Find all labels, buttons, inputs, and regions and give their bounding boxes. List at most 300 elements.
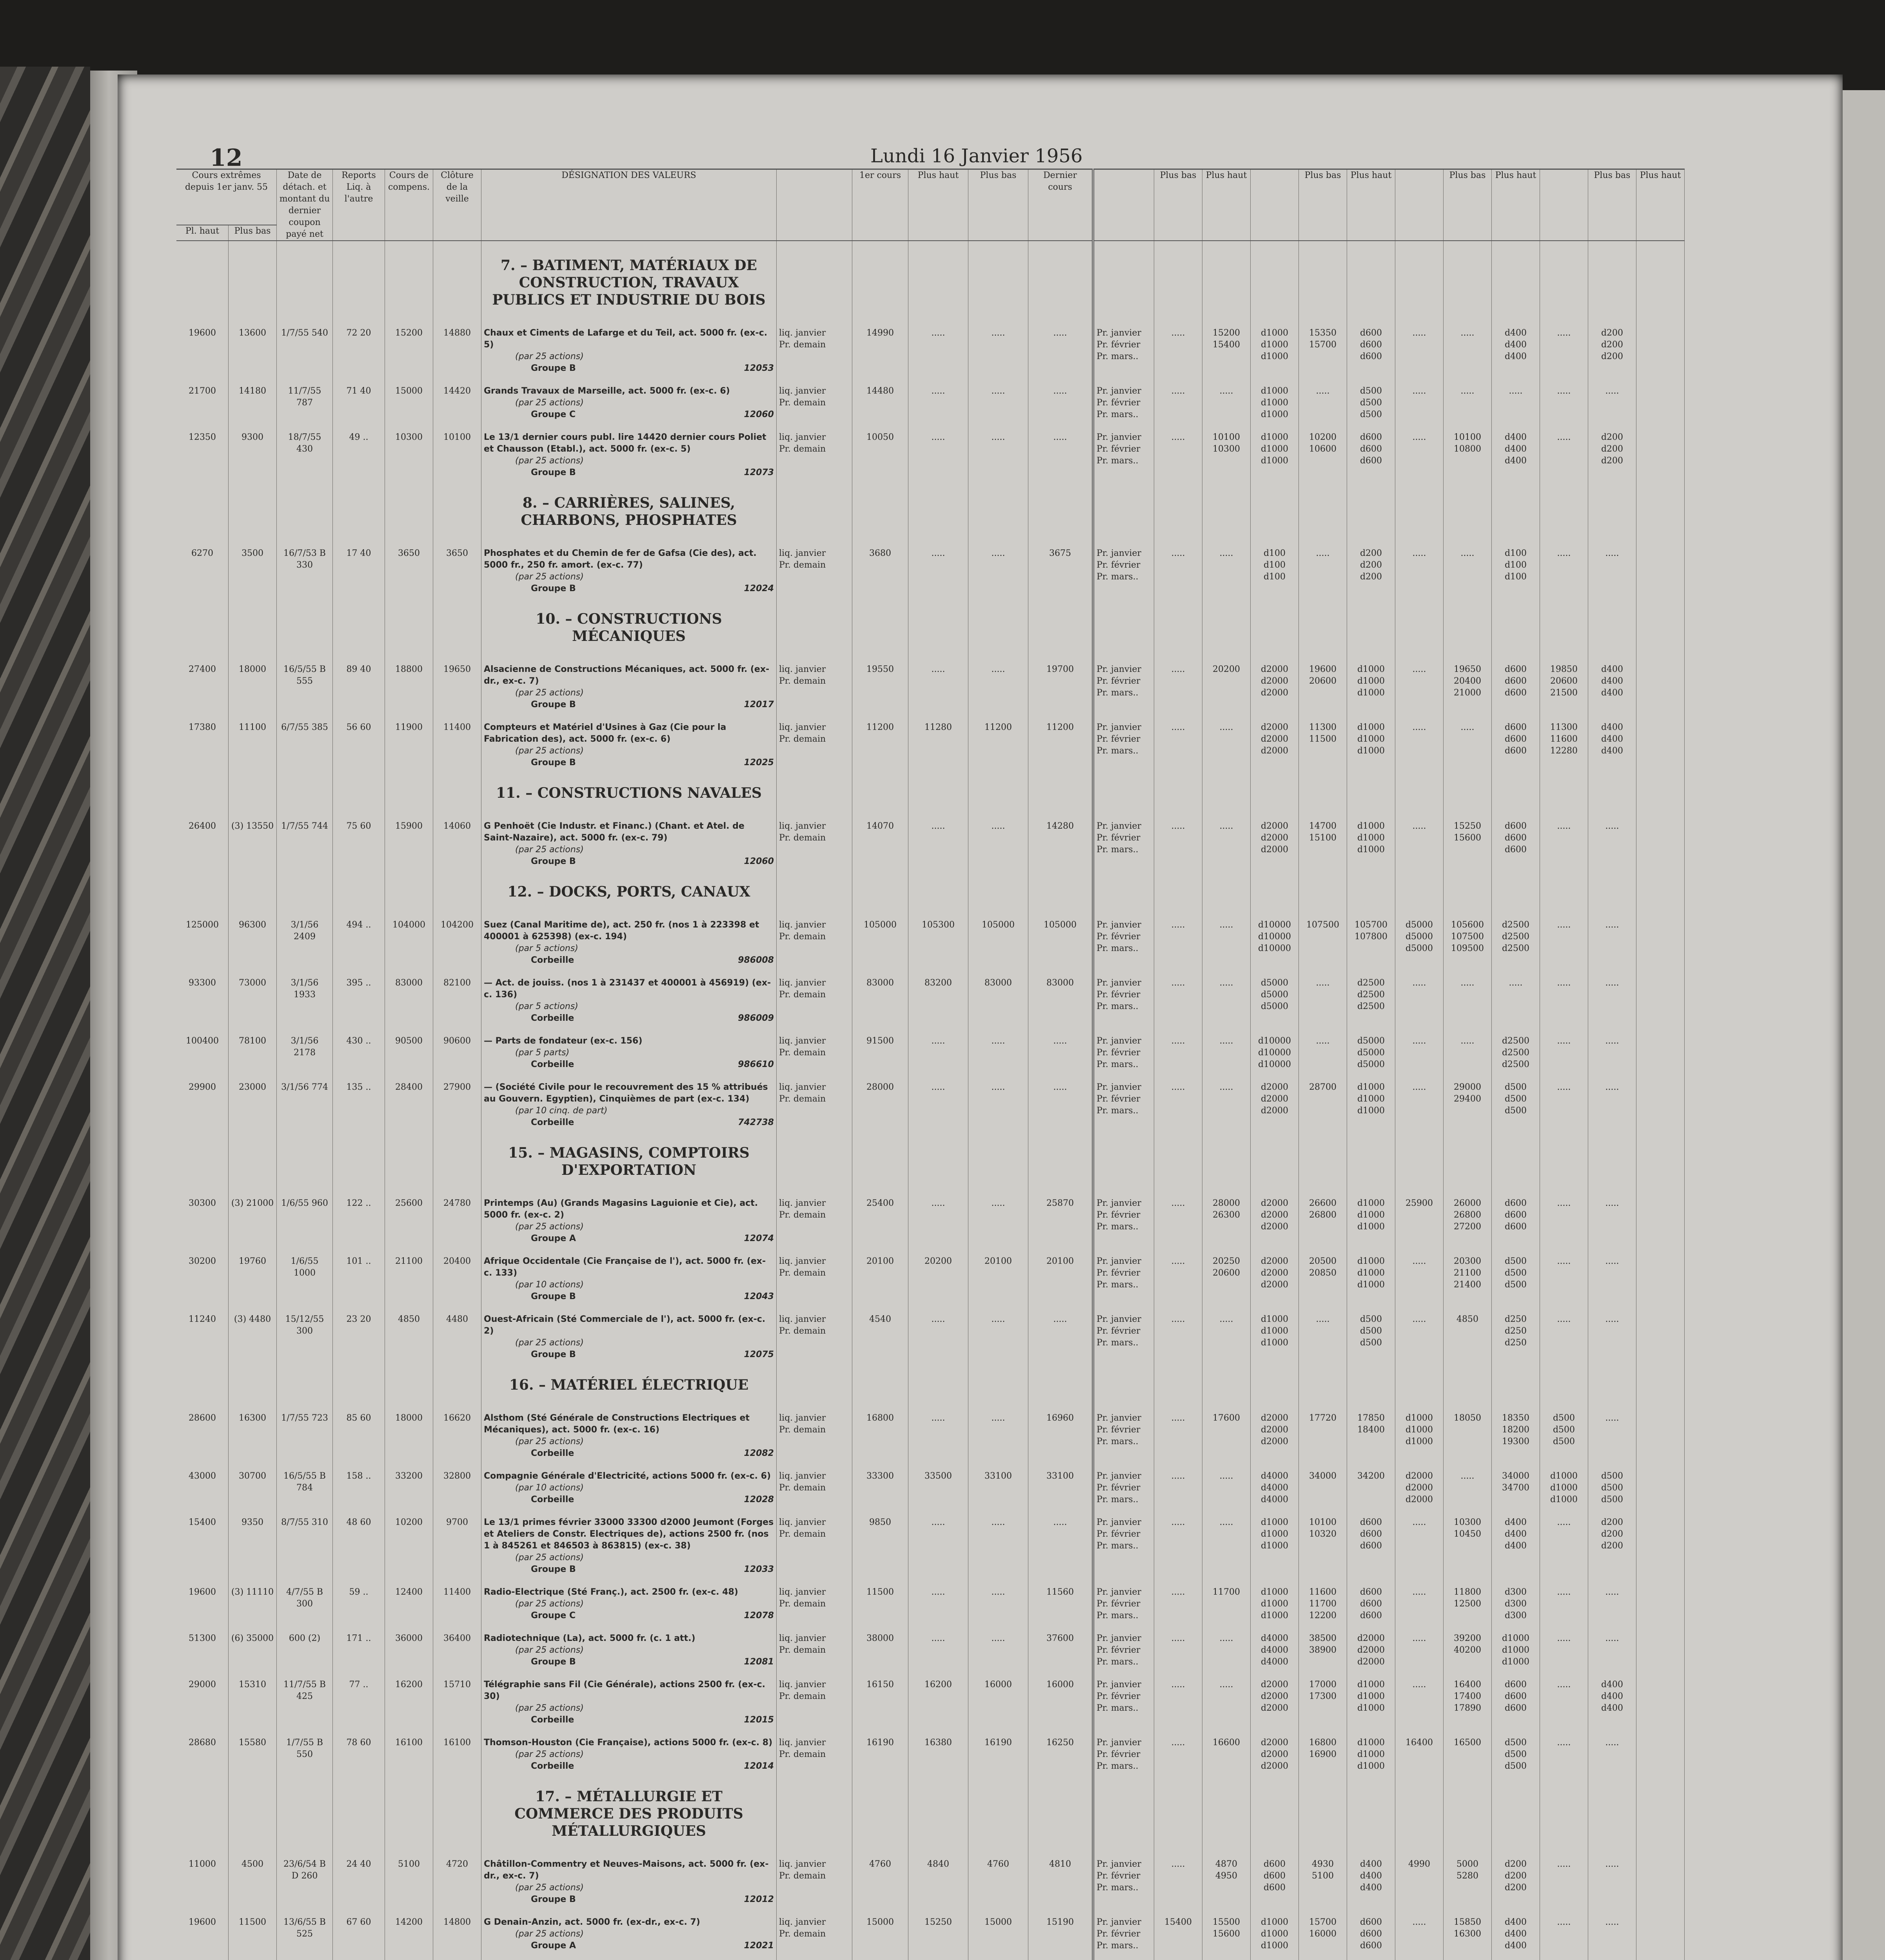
- liq-janvier: liq. janvier: [779, 1256, 826, 1266]
- empty-cell: [908, 595, 968, 653]
- empty-cell: [385, 479, 433, 537]
- premium-value: .....: [1171, 1517, 1185, 1527]
- premium-column: [1347, 1024, 1395, 1071]
- premium-column: [1347, 966, 1395, 1024]
- empty-cell: [968, 1772, 1028, 1847]
- premium-value: 20500: [1309, 1256, 1337, 1266]
- premium-value: d5000: [1405, 944, 1433, 953]
- premium-value: d200: [1360, 572, 1382, 582]
- premium-column: [1444, 1668, 1492, 1726]
- security-code: 986009: [738, 1013, 774, 1023]
- security-designation: [481, 316, 777, 374]
- premium-value: d400: [1360, 1883, 1382, 1893]
- premium-value: d600: [1504, 821, 1527, 831]
- premium-column: [1154, 1575, 1202, 1622]
- premium-value: 17850: [1357, 1413, 1385, 1423]
- liquidation-labels: [777, 1726, 852, 1772]
- empty-cell: [1588, 1129, 1636, 1187]
- premium-column: [1154, 421, 1202, 479]
- empty-cell: [229, 1361, 277, 1401]
- month-janvier: Pr. janvier: [1097, 920, 1141, 930]
- premium-value: 5100: [1312, 1871, 1334, 1881]
- security-group: Corbeille 12014: [484, 1760, 774, 1772]
- month-janvier: Pr. janvier: [1097, 1917, 1141, 1927]
- liquidation-labels: [777, 1401, 852, 1459]
- security-code: 12021: [744, 1941, 774, 1951]
- last-price: 105000: [1028, 908, 1093, 966]
- premium-value: d1000: [1357, 1268, 1385, 1278]
- premium-value: 20600: [1213, 1268, 1240, 1278]
- security-code: 12024: [744, 584, 774, 593]
- premium-value: d400: [1504, 432, 1527, 442]
- premium-value: d1000: [1502, 1657, 1530, 1667]
- lot-size: (par 25 actions): [515, 1222, 584, 1232]
- premium-value: d600: [1504, 688, 1527, 698]
- empty-cell: [229, 1129, 277, 1187]
- premium-value: d1000: [1260, 1529, 1289, 1539]
- premium-value: d600: [1263, 1883, 1286, 1893]
- premium-value: d4000: [1260, 1657, 1289, 1667]
- premium-months: [1093, 809, 1154, 867]
- high-price: .....: [908, 1575, 968, 1622]
- security-name: Compteurs et Matériel d'Usines à Gaz (Cie pour la Fabrication des), act. 5000 fr. (ex-c. 6): [484, 722, 726, 744]
- premium-value: d1000: [1260, 1917, 1289, 1927]
- month-janvier: Pr. janvier: [1097, 1198, 1141, 1208]
- low-price: [968, 1952, 1028, 1960]
- premium-value: 29400: [1454, 1094, 1481, 1104]
- premium-months: [1093, 1245, 1154, 1303]
- empty-cell: [277, 769, 333, 809]
- cloture-price: 24780: [433, 1187, 481, 1245]
- empty-cell: [1347, 1772, 1395, 1847]
- premium-value: .....: [1412, 386, 1426, 396]
- month-mars: Pr. mars..: [1097, 1941, 1139, 1951]
- empty-cell: [385, 769, 433, 809]
- liq-janvier: liq. janvier: [779, 1036, 826, 1046]
- empty-cell: [1636, 1575, 1685, 1622]
- premium-value: .....: [1219, 1633, 1233, 1643]
- premium-value: d2000: [1405, 1483, 1433, 1493]
- premium-value: .....: [1412, 1680, 1426, 1690]
- last-price: 33100: [1028, 1459, 1093, 1506]
- compens-price: 14200: [385, 1906, 433, 1952]
- premium-column: [1202, 966, 1251, 1024]
- premium-value: d2000: [1260, 1413, 1289, 1423]
- liq-demain: Pr. demain: [779, 1425, 826, 1435]
- security-designation: [481, 537, 777, 595]
- empty-cell: [852, 595, 908, 653]
- premium-column: [1299, 1303, 1347, 1361]
- premium-column: [1154, 537, 1202, 595]
- liq-demain: Pr. demain: [779, 990, 826, 1000]
- premium-column: [1444, 1622, 1492, 1668]
- coupon-info: 1/7/55 744: [277, 809, 333, 867]
- premium-value: d2000: [1260, 1680, 1289, 1690]
- month-janvier: Pr. janvier: [1097, 821, 1141, 831]
- empty-cell: [176, 1129, 229, 1187]
- premium-value: d200: [1504, 1871, 1527, 1881]
- premium-value: d2000: [1405, 1495, 1433, 1504]
- premium-column: [1347, 421, 1395, 479]
- premium-column: [1588, 537, 1636, 595]
- premium-column: [1347, 1187, 1395, 1245]
- premium-value: d500: [1504, 1268, 1527, 1278]
- liq-janvier: liq. janvier: [779, 664, 826, 674]
- high-price: 105300: [908, 908, 968, 966]
- premium-value: .....: [1171, 328, 1185, 338]
- header-rc11: Plus haut: [1636, 169, 1685, 241]
- premium-value: .....: [1412, 432, 1426, 442]
- section-title: 8. – CARRIÈRES, SALINES, CHARBONS, PHOSPHATES: [481, 479, 777, 537]
- premium-value: d400: [1601, 1691, 1623, 1701]
- premium-value: 15400: [1164, 1917, 1192, 1927]
- empty-cell: [908, 241, 968, 316]
- premium-column: [1395, 1847, 1444, 1906]
- empty-cell: [1588, 1361, 1636, 1401]
- empty-cell: [1093, 595, 1154, 653]
- first-price: 25400: [852, 1187, 908, 1245]
- empty-cell: [333, 241, 385, 316]
- premium-value: d2000: [1357, 1645, 1385, 1655]
- premium-value: 19600: [1309, 664, 1337, 674]
- last-price: 20100: [1028, 1245, 1093, 1303]
- empty-cell: [1251, 1772, 1299, 1847]
- premium-column: [1444, 809, 1492, 867]
- premium-months: [1093, 1726, 1154, 1772]
- report-value: 101 ..: [333, 1245, 385, 1303]
- compens-price: 18000: [385, 1401, 433, 1459]
- empty-cell: [1636, 479, 1685, 537]
- premium-value: d2000: [1260, 1691, 1289, 1701]
- premium-months: [1093, 1506, 1154, 1575]
- first-price: 14480: [852, 374, 908, 421]
- empty-cell: [1299, 595, 1347, 653]
- empty-cell: [1299, 1772, 1347, 1847]
- header-designation: DÉSIGNATION DES VALEURS: [481, 169, 777, 241]
- empty-cell: [1636, 1459, 1685, 1506]
- security-name: Le 13/1 primes février 33000 33300 d2000 Jeumont (Forges et Ateliers de Constr. Electriques de), actions 2500 fr. (nos 1 à 845261 et 846503 à 863815) (ex-c. 38): [484, 1517, 774, 1551]
- empty-cell: [1154, 1361, 1202, 1401]
- premium-column: [1444, 1024, 1492, 1071]
- extreme-low: 13600: [229, 316, 277, 374]
- security-name: Ouest-Africain (Sté Commerciale de l'), act. 5000 fr. (ex-c. 2): [484, 1314, 766, 1336]
- last-price: .....: [1028, 421, 1093, 479]
- premium-value: d1000: [1260, 1326, 1289, 1336]
- header-month: [1093, 169, 1154, 241]
- premium-column: [1299, 316, 1347, 374]
- premium-value: d1000: [1357, 1761, 1385, 1771]
- premium-value: d2500: [1502, 944, 1530, 953]
- empty-cell: [1492, 479, 1540, 537]
- report-value: 494 ..: [333, 908, 385, 966]
- security-name: Afrique Occidentale (Cie Française de l'), act. 5000 fr. (ex-c. 133): [484, 1256, 766, 1278]
- empty-cell: [1636, 769, 1685, 809]
- cloture-price: 9700: [433, 1506, 481, 1575]
- extreme-low: 73000: [229, 966, 277, 1024]
- empty-cell: [777, 1129, 852, 1187]
- premium-value: d2000: [1260, 1198, 1289, 1208]
- lot-size: (par 25 actions): [515, 1599, 584, 1609]
- premium-value: d400: [1504, 352, 1527, 361]
- premium-column: [1347, 1622, 1395, 1668]
- premium-value: d600: [1360, 1941, 1382, 1951]
- section-title: 15. – MAGASINS, COMPTOIRS D'EXPORTATION: [481, 1129, 777, 1187]
- header-premier: 1er cours: [852, 169, 908, 241]
- premium-months: [1093, 1575, 1154, 1622]
- premium-value: 38500: [1309, 1633, 1337, 1643]
- high-price: .....: [908, 316, 968, 374]
- premium-column: [1588, 653, 1636, 711]
- premium-column: [1154, 1622, 1202, 1668]
- empty-cell: [777, 595, 852, 653]
- premium-value: 10450: [1454, 1529, 1481, 1539]
- empty-cell: [1202, 1772, 1251, 1847]
- premium-value: .....: [1557, 1036, 1571, 1046]
- empty-cell: [1636, 1024, 1685, 1071]
- premium-column: [1251, 1575, 1299, 1622]
- premium-value: .....: [1171, 664, 1185, 674]
- premium-value: .....: [1219, 1680, 1233, 1690]
- premium-value: .....: [1412, 1917, 1426, 1927]
- liq-demain: Pr. demain: [779, 734, 826, 744]
- empty-cell: [1540, 479, 1588, 537]
- header-compens: Cours de compens.: [385, 169, 433, 241]
- premium-column: [1492, 1906, 1540, 1952]
- empty-cell: [1492, 241, 1540, 316]
- liq-demain: Pr. demain: [779, 1094, 826, 1104]
- liq-janvier: liq. janvier: [779, 1917, 826, 1927]
- premium-value: d1000: [1357, 821, 1385, 831]
- premium-column: [1202, 537, 1251, 595]
- premium-column: [1202, 1071, 1251, 1129]
- liq-janvier: liq. janvier: [779, 1517, 826, 1527]
- premium-value: 4870: [1215, 1859, 1237, 1869]
- security-designation: [481, 1668, 777, 1726]
- lot-size: (par 25 actions): [515, 1703, 584, 1713]
- liq-janvier: liq. janvier: [779, 1471, 826, 1481]
- extreme-low: 23000: [229, 1071, 277, 1129]
- premium-column: [1299, 1668, 1347, 1726]
- liq-demain: Pr. demain: [779, 1268, 826, 1278]
- premium-value: d1000: [1357, 1703, 1385, 1713]
- empty-cell: [176, 1361, 229, 1401]
- liq-demain: Pr. demain: [779, 1326, 826, 1336]
- premium-value: .....: [1316, 1314, 1330, 1324]
- premium-column: [1540, 537, 1588, 595]
- month-fevrier: Pr. février: [1097, 560, 1140, 570]
- compens-price: 3650: [385, 537, 433, 595]
- empty-cell: [1093, 479, 1154, 537]
- premium-value: d1000: [1550, 1495, 1578, 1504]
- empty-cell: [1588, 867, 1636, 908]
- premium-column: [1395, 316, 1444, 374]
- month-fevrier: Pr. février: [1097, 734, 1140, 744]
- empty-cell: [1444, 241, 1492, 316]
- empty-cell: [1588, 241, 1636, 316]
- extreme-high: 19600: [176, 316, 229, 374]
- premium-value: .....: [1219, 920, 1233, 930]
- empty-cell: [1636, 1506, 1685, 1575]
- liq-demain: Pr. demain: [779, 1599, 826, 1609]
- premium-column: [1251, 374, 1299, 421]
- premium-value: .....: [1412, 1256, 1426, 1266]
- premium-value: d2500: [1502, 932, 1530, 942]
- liquidation-labels: [777, 809, 852, 867]
- extreme-high: 28600: [176, 1401, 229, 1459]
- premium-value: d1000: [1405, 1437, 1433, 1446]
- security-row: [176, 1187, 1685, 1245]
- premium-value: d200: [1601, 340, 1623, 350]
- empty-cell: [1028, 479, 1093, 537]
- premium-value: 21500: [1550, 688, 1578, 698]
- premium-column: [1154, 1024, 1202, 1071]
- first-price: 9850: [852, 1506, 908, 1575]
- page-number: 12: [210, 144, 243, 172]
- empty-cell: [1395, 1772, 1444, 1847]
- premium-value: d100: [1504, 572, 1527, 582]
- first-price: 28000: [852, 1071, 908, 1129]
- premium-value: d500: [1553, 1437, 1575, 1446]
- premium-value: d100: [1263, 548, 1286, 558]
- premium-value: .....: [1557, 386, 1571, 396]
- security-designation: [481, 908, 777, 966]
- empty-cell: [385, 241, 433, 316]
- coupon-info: 16/5/55 B 784: [277, 1459, 333, 1506]
- premium-value: d2000: [1260, 1082, 1289, 1092]
- high-price: .....: [908, 1506, 968, 1575]
- premium-value: .....: [1557, 1587, 1571, 1597]
- extreme-low: 11500: [229, 1906, 277, 1952]
- report-value: 48 60: [333, 1506, 385, 1575]
- extreme-low: 4500: [229, 1847, 277, 1906]
- premium-value: d1000: [1260, 398, 1289, 408]
- month-mars: Pr. mars..: [1097, 944, 1139, 953]
- lot-size: (par 5 actions): [515, 1002, 578, 1011]
- premium-value: 16800: [1309, 1738, 1337, 1748]
- lot-size: (par 25 actions): [515, 1749, 584, 1759]
- premium-value: d200: [1601, 456, 1623, 466]
- liquidation-labels: [777, 711, 852, 769]
- lot-size: (par 25 actions): [515, 845, 584, 855]
- premium-value: .....: [1412, 1633, 1426, 1643]
- premium-column: [1251, 1847, 1299, 1906]
- premium-value: 26300: [1213, 1210, 1240, 1220]
- premium-value: d200: [1601, 1541, 1623, 1551]
- report-value: 395 ..: [333, 966, 385, 1024]
- month-mars: Pr. mars..: [1097, 1883, 1139, 1893]
- month-janvier: Pr. janvier: [1097, 1314, 1141, 1324]
- premium-column: [1251, 421, 1299, 479]
- premium-value: d1000: [1405, 1425, 1433, 1435]
- premium-column: [1540, 1847, 1588, 1906]
- premium-column: [1202, 1906, 1251, 1952]
- security-row: [176, 316, 1685, 374]
- security-code: 12033: [744, 1564, 774, 1574]
- premium-column: [1347, 1245, 1395, 1303]
- last-price: 3675: [1028, 537, 1093, 595]
- premium-column: [1492, 421, 1540, 479]
- empty-cell: [1251, 867, 1299, 908]
- last-price: 19700: [1028, 653, 1093, 711]
- premium-column: [1347, 809, 1395, 867]
- premium-value: 4950: [1215, 1871, 1237, 1881]
- premium-value: d400: [1601, 722, 1623, 732]
- empty-cell: [1492, 1772, 1540, 1847]
- premium-value: d500: [1504, 1256, 1527, 1266]
- first-price: 33300: [852, 1459, 908, 1506]
- cloture-price: 14880: [433, 316, 481, 374]
- premium-column: [1299, 1622, 1347, 1668]
- premium-column: [1588, 1245, 1636, 1303]
- premium-column: [1347, 537, 1395, 595]
- premium-value: d1000: [1357, 746, 1385, 756]
- premium-value: 29000: [1454, 1082, 1481, 1092]
- premium-value: .....: [1557, 1633, 1571, 1643]
- premium-value: d1000: [1357, 845, 1385, 855]
- premium-value: d400: [1360, 1871, 1382, 1881]
- premium-value: d2000: [1260, 1094, 1289, 1104]
- coupon-info: 16/5/55 B 555: [277, 653, 333, 711]
- empty-cell: [1636, 374, 1685, 421]
- premium-value: .....: [1605, 1036, 1619, 1046]
- security-code: 12012: [744, 1895, 774, 1904]
- security-row: [176, 711, 1685, 769]
- premium-value: .....: [1412, 722, 1426, 732]
- premium-value: d1000: [1260, 432, 1289, 442]
- premium-value: d400: [1504, 340, 1527, 350]
- extreme-high: 6270: [176, 537, 229, 595]
- month-janvier: Pr. janvier: [1097, 1859, 1141, 1869]
- high-price: .....: [908, 1071, 968, 1129]
- first-price: 11200: [852, 711, 908, 769]
- first-price: 16800: [852, 1401, 908, 1459]
- premium-value: 16600: [1213, 1738, 1240, 1748]
- premium-value: 4850: [1456, 1314, 1478, 1324]
- security-row: [176, 1726, 1685, 1772]
- premium-months: [1093, 537, 1154, 595]
- premium-value: .....: [1219, 386, 1233, 396]
- premium-value: d400: [1601, 1680, 1623, 1690]
- lot-size: (par 10 actions): [515, 1280, 584, 1290]
- empty-cell: [1540, 867, 1588, 908]
- premium-value: .....: [1557, 821, 1571, 831]
- empty-cell: [1636, 1772, 1685, 1847]
- premium-months: [1093, 1187, 1154, 1245]
- empty-cell: [1444, 769, 1492, 809]
- premium-value: 15700: [1309, 340, 1337, 350]
- extreme-high: 93300: [176, 966, 229, 1024]
- premium-value: 17600: [1213, 1413, 1240, 1423]
- empty-cell: [1093, 769, 1154, 809]
- empty-cell: [1636, 316, 1685, 374]
- report-value: 56 60: [333, 711, 385, 769]
- lot-size: (par 25 actions): [515, 746, 584, 756]
- premium-column: [1202, 1575, 1251, 1622]
- security-row: [176, 1906, 1685, 1952]
- coupon-info: 3/1/56 1933: [277, 966, 333, 1024]
- last-price: 25870: [1028, 1187, 1093, 1245]
- empty-cell: [229, 479, 277, 537]
- header-plus-haut: Plus haut: [908, 169, 968, 241]
- premium-column: [1588, 1906, 1636, 1952]
- premium-value: d5000: [1405, 920, 1433, 930]
- premium-value: d1000: [1357, 1082, 1385, 1092]
- header-rc1: Plus bas: [1154, 169, 1202, 241]
- premium-column: [1347, 1847, 1395, 1906]
- liq-demain: Pr. demain: [779, 932, 826, 942]
- month-janvier: Pr. janvier: [1097, 1680, 1141, 1690]
- premium-value: d2000: [1357, 1633, 1385, 1643]
